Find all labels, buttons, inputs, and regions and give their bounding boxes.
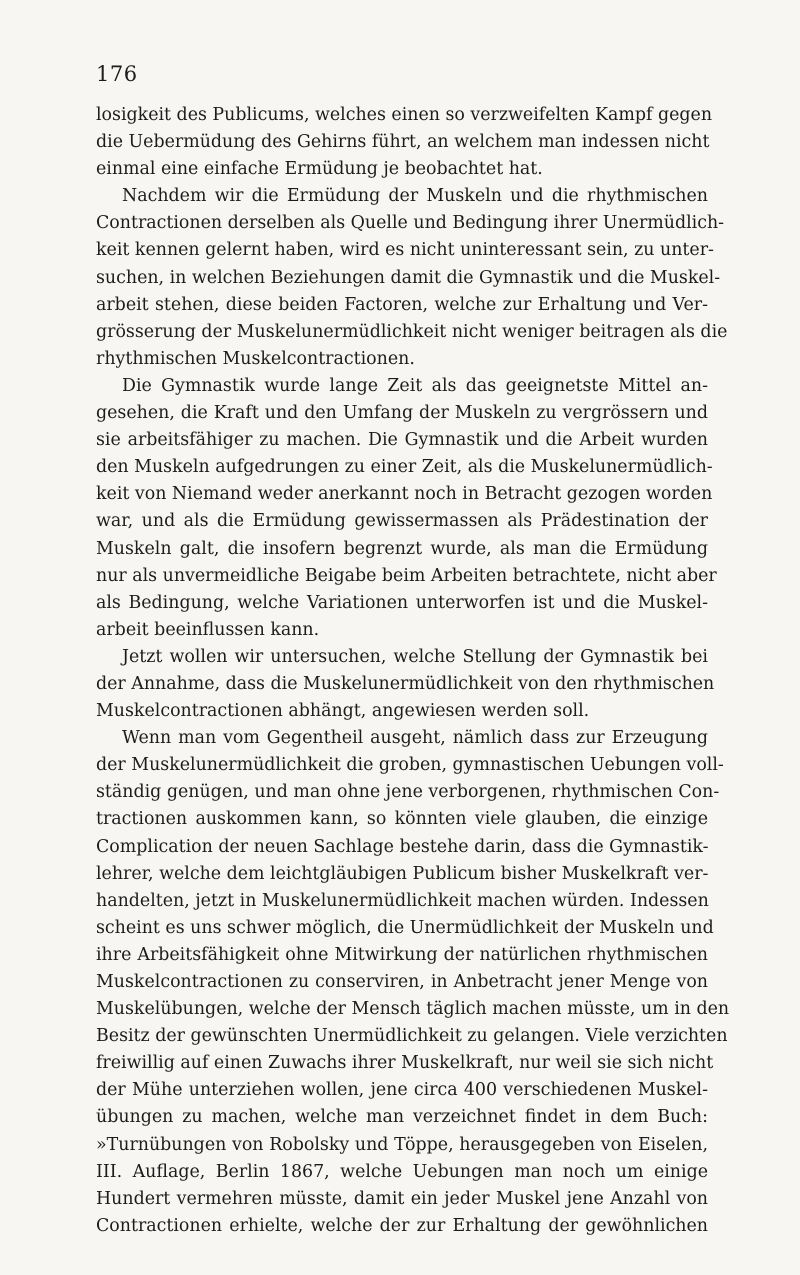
text-line: Muskelcontractionen abhängt, angewiesen werden soll. <box>96 701 590 722</box>
text-line: Muskeln galt, die insofern begrenzt wurde, als man die Ermüdung <box>96 538 708 559</box>
text-line: Die Gymnastik wurde lange Zeit als das geeignetste Mittel an- <box>122 375 708 396</box>
text-line: einmal eine einfache Ermüdung je beobachtet hat. <box>96 159 543 180</box>
text-line: gesehen, die Kraft und den Umfang der Muskeln zu vergrössern und <box>96 403 708 424</box>
text-line: grösserung der Muskelunermüdlichkeit nicht weniger beitragen als die <box>96 321 728 342</box>
text-line: den Muskeln aufgedrungen zu einer Zeit, als die Muskelunermüdlich- <box>96 457 713 478</box>
text-line: arbeit stehen, diese beiden Factoren, welche zur Erhaltung und Ver- <box>96 294 708 315</box>
text-line: Muskelcontractionen zu conserviren, in Anbetracht jener Menge von <box>96 972 708 992</box>
text-line: übungen zu machen, welche man verzeichnet findet in dem Buch: <box>96 1107 708 1128</box>
text-line: keit kennen gelernt haben, wird es nicht uninteressant sein, zu unter- <box>96 240 714 261</box>
text-line: suchen, in welchen Beziehungen damit die Gymnastik und die Muskel- <box>96 267 721 288</box>
text-line: Nachdem wir die Ermüdung der Muskeln und die rhythmischen <box>122 186 708 207</box>
text-line: losigkeit des Publicums, welches einen so verzweifelten Kampf gegen <box>96 105 713 125</box>
text-line: der Annahme, dass die Muskelunermüdlichkeit von den rhythmischen <box>96 673 715 694</box>
text-line: Complication der neuen Sachlage bestehe darin, dass die Gymnastik- <box>96 836 709 857</box>
text-line: handelten, jetzt in Muskelunermüdlichkeit machen würden. Indessen <box>96 890 709 911</box>
text-line: lehrer, welche dem leichtgläubigen Publicum bisher Muskelkraft ver- <box>96 863 709 884</box>
text-line: die Uebermüdung des Gehirns führt, an welchem man indessen nicht <box>96 132 710 153</box>
text-line: Jetzt wollen wir untersuchen, welche Stellung der Gymnastik bei <box>122 646 708 667</box>
text-line: Hundert vermehren müsste, damit ein jeder Muskel jene Anzahl von <box>96 1188 708 1209</box>
text-line: nur als unvermeidliche Beigabe beim Arbeiten betrachtete, nicht aber <box>96 565 717 586</box>
text-line: war, und als die Ermüdung gewissermassen als Prädestination der <box>96 511 708 532</box>
text-line: »Turnübungen von Robolsky und Töppe, herausgegeben von Eiselen, <box>96 1134 708 1155</box>
text-line: III. Auflage, Berlin 1867, welche Uebungen man noch um einige <box>96 1161 708 1182</box>
text-line: der Muskelunermüdlichkeit die groben, gymnastischen Uebungen voll- <box>96 755 724 776</box>
body-text <box>96 102 730 1240</box>
text-line: Contractionen derselben als Quelle und Bedingung ihrer Unermüdlich- <box>96 213 725 234</box>
text-line: ihre Arbeitsfähigkeit ohne Mitwirkung der natürlichen rhythmischen <box>96 944 708 965</box>
page-number: 176 <box>96 62 138 86</box>
text-line: ständig genügen, und man ohne jene verborgenen, rhythmischen Con- <box>96 782 720 803</box>
text-line: keit von Niemand weder anerkannt noch in Betracht gezogen worden <box>96 484 713 505</box>
text-line: Wenn man vom Gegentheil ausgeht, nämlich dass zur Erzeugung <box>122 728 708 749</box>
text-line: Contractionen erhielte, welche der zur Erhaltung der gewöhnlichen <box>96 1215 708 1236</box>
text-line: rhythmischen Muskelcontractionen. <box>96 348 415 369</box>
text-line: tractionen auskommen kann, so könnten viele glauben, die einzige <box>96 809 708 830</box>
text-line: der Mühe unterziehen wollen, jene circa 400 verschiedenen Muskel- <box>96 1080 708 1101</box>
text-line: als Bedingung, welche Variationen unterworfen ist und die Muskel- <box>96 592 708 613</box>
text-line: arbeit beeinflussen kann. <box>96 619 320 640</box>
text-line: freiwillig auf einen Zuwachs ihrer Muskelkraft, nur weil sie sich nicht <box>96 1053 714 1074</box>
text-line: Muskelübungen, welche der Mensch täglich machen müsste, um in den <box>96 999 730 1020</box>
text-line: sie arbeitsfähiger zu machen. Die Gymnastik und die Arbeit wurden <box>96 430 708 451</box>
text-line: scheint es uns schwer möglich, die Unermüdlichkeit der Muskeln und <box>96 917 714 938</box>
text-line: Besitz der gewünschten Unermüdlichkeit zu gelangen. Viele verzichten <box>96 1026 728 1047</box>
